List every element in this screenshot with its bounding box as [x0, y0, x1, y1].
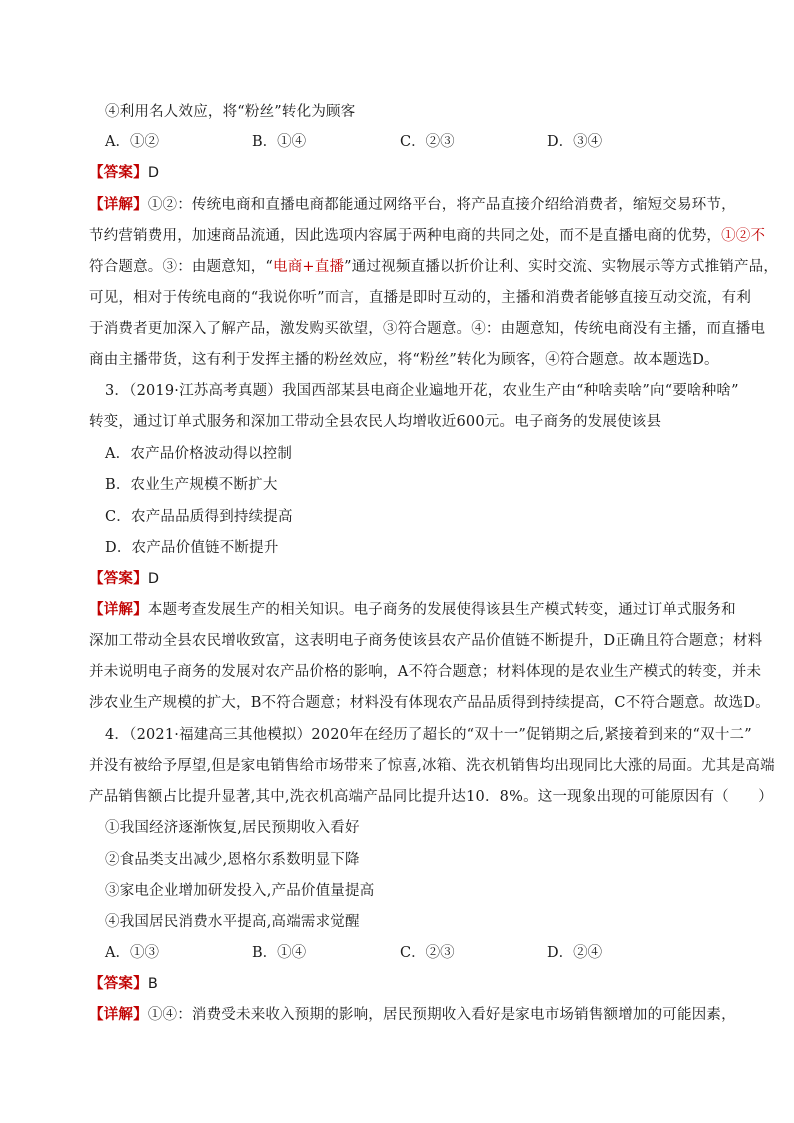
q4-choice-d: D．②④	[547, 945, 603, 961]
q4-stem-line: 产品销售额占比提升显著,其中,洗衣机高端产品同比提升达10．8%。这一现象出现的可能原因有（ ）	[89, 789, 773, 805]
q2-detail-line: 符合题意。③：由题意知，“电商+直播”通过视频直播以折价让利、实时交流、实物展示等方式推销产品，	[89, 259, 779, 275]
q4-choice-a: A．①③	[105, 945, 159, 961]
q2-detail-line: 商由主播带货，这有利于发挥主播的粉丝效应，将“粉丝”转化为顾客，④符合题意。故本题选D。	[89, 352, 719, 368]
answer-tag: 【答案】	[89, 975, 148, 992]
q2-answer	[89, 163, 709, 183]
q3-option-c: C．农产品品质得到持续提高	[105, 509, 293, 525]
q2-choice-a: A．①②	[105, 134, 159, 150]
q3-stem-line: 转变，通过订单式服务和深加工带动全县农民人均增收近600元。电子商务的发展使该县	[89, 414, 662, 430]
q3-detail-line: 涉农业生产规模的扩大，B不符合题意；材料没有体现农产品品质得到持续提高，C不符合题意。故选D。	[89, 695, 770, 711]
q4-choices	[89, 943, 709, 963]
highlight-text: ①②不	[721, 228, 766, 244]
q4-statement-4: ④我国居民消费水平提高,高端需求觉醒	[105, 914, 360, 930]
q2-detail-line: 节约营销费用，加速商品流通，因此选项内容属于两种电商的共同之处，而不是直播电商的优势，①②不	[89, 228, 766, 244]
q3-detail-line: 深加工带动全县农民增收致富，这表明电子商务使该县农产品价值链不断提升，D正确且符合题意；材料	[89, 633, 763, 649]
answer-value: D	[147, 165, 160, 181]
answer-tag: 【答案】	[89, 164, 148, 181]
q3-option-d: D．农产品价值链不断提升	[105, 540, 279, 556]
q4-answer	[89, 974, 709, 994]
q3-detail-line: 并未说明电子商务的发展对农产品价格的影响，A不符合题意；材料体现的是农业生产模式的转变，并未	[89, 664, 762, 680]
q3-answer	[89, 569, 709, 589]
q2-choice-c: C．②③	[400, 134, 455, 150]
q2-choice-d: D．③④	[547, 134, 603, 150]
q2-detail-line: 可见，相对于传统电商的“我说你听”而言，直播是即时互动的，主播和消费者能够直接互动交流，有利	[89, 290, 752, 306]
q3-detail-line: 【详解】本题考查发展生产的相关知识。电子商务的发展使得该县生产模式转变，通过订单式服务和	[89, 601, 736, 618]
q4-statement-1: ①我国经济逐渐恢复,居民预期收入看好	[105, 820, 360, 836]
q2-choices	[89, 132, 709, 152]
answer-value: D	[147, 571, 160, 587]
q4-stem-line: 4．（2021·福建高三其他模拟）2020年在经历了超长的“双十一”促销期之后,紧接着到来的“双十二”	[105, 727, 752, 743]
q2-detail-line: 于消费者更加深入了解产品，激发购买欲望，③符合题意。④：由题意知，传统电商没有主播，而直播电	[89, 321, 766, 337]
q4-statement-2: ②食品类支出减少,恩格尔系数明显下降	[105, 852, 360, 868]
q2-choice-b: B．①④	[252, 134, 307, 150]
detail-tag: 【详解】	[89, 196, 148, 213]
q2-detail-line: 【详解】①②：传统电商和直播电商都能通过网络平台，将产品直接介绍给消费者，缩短交易环节，	[89, 196, 736, 213]
detail-tag: 【详解】	[89, 601, 148, 618]
q2-statement-4: ④利用名人效应，将“粉丝”转化为顾客	[105, 104, 356, 120]
detail-tag: 【详解】	[89, 1006, 148, 1023]
q4-choice-b: B．①④	[252, 945, 307, 961]
q4-choice-c: C．②③	[400, 945, 455, 961]
highlight-text: 电商+直播	[273, 259, 345, 275]
q4-statement-3: ③家电企业增加研发投入,产品价值量提高	[105, 883, 375, 899]
q4-detail-line: 【详解】①④：消费受未来收入预期的影响，居民预期收入看好是家电市场销售额增加的可能因素，	[89, 1006, 736, 1023]
answer-value: B	[147, 976, 158, 992]
q4-stem-line: 并没有被给予厚望,但是家电销售给市场带来了惊喜,冰箱、洗衣机销售均出现同比大涨的局面。尤其是高端	[89, 758, 775, 774]
q3-option-b: B．农业生产规模不断扩大	[105, 477, 278, 493]
answer-tag: 【答案】	[89, 570, 148, 587]
q3-stem-line: 3．（2019·江苏高考真题）我国西部某县电商企业遍地开花，农业生产由“种啥卖啥”向“要啥种啥”	[105, 383, 739, 399]
q3-option-a: A．农产品价格波动得以控制	[105, 446, 293, 462]
